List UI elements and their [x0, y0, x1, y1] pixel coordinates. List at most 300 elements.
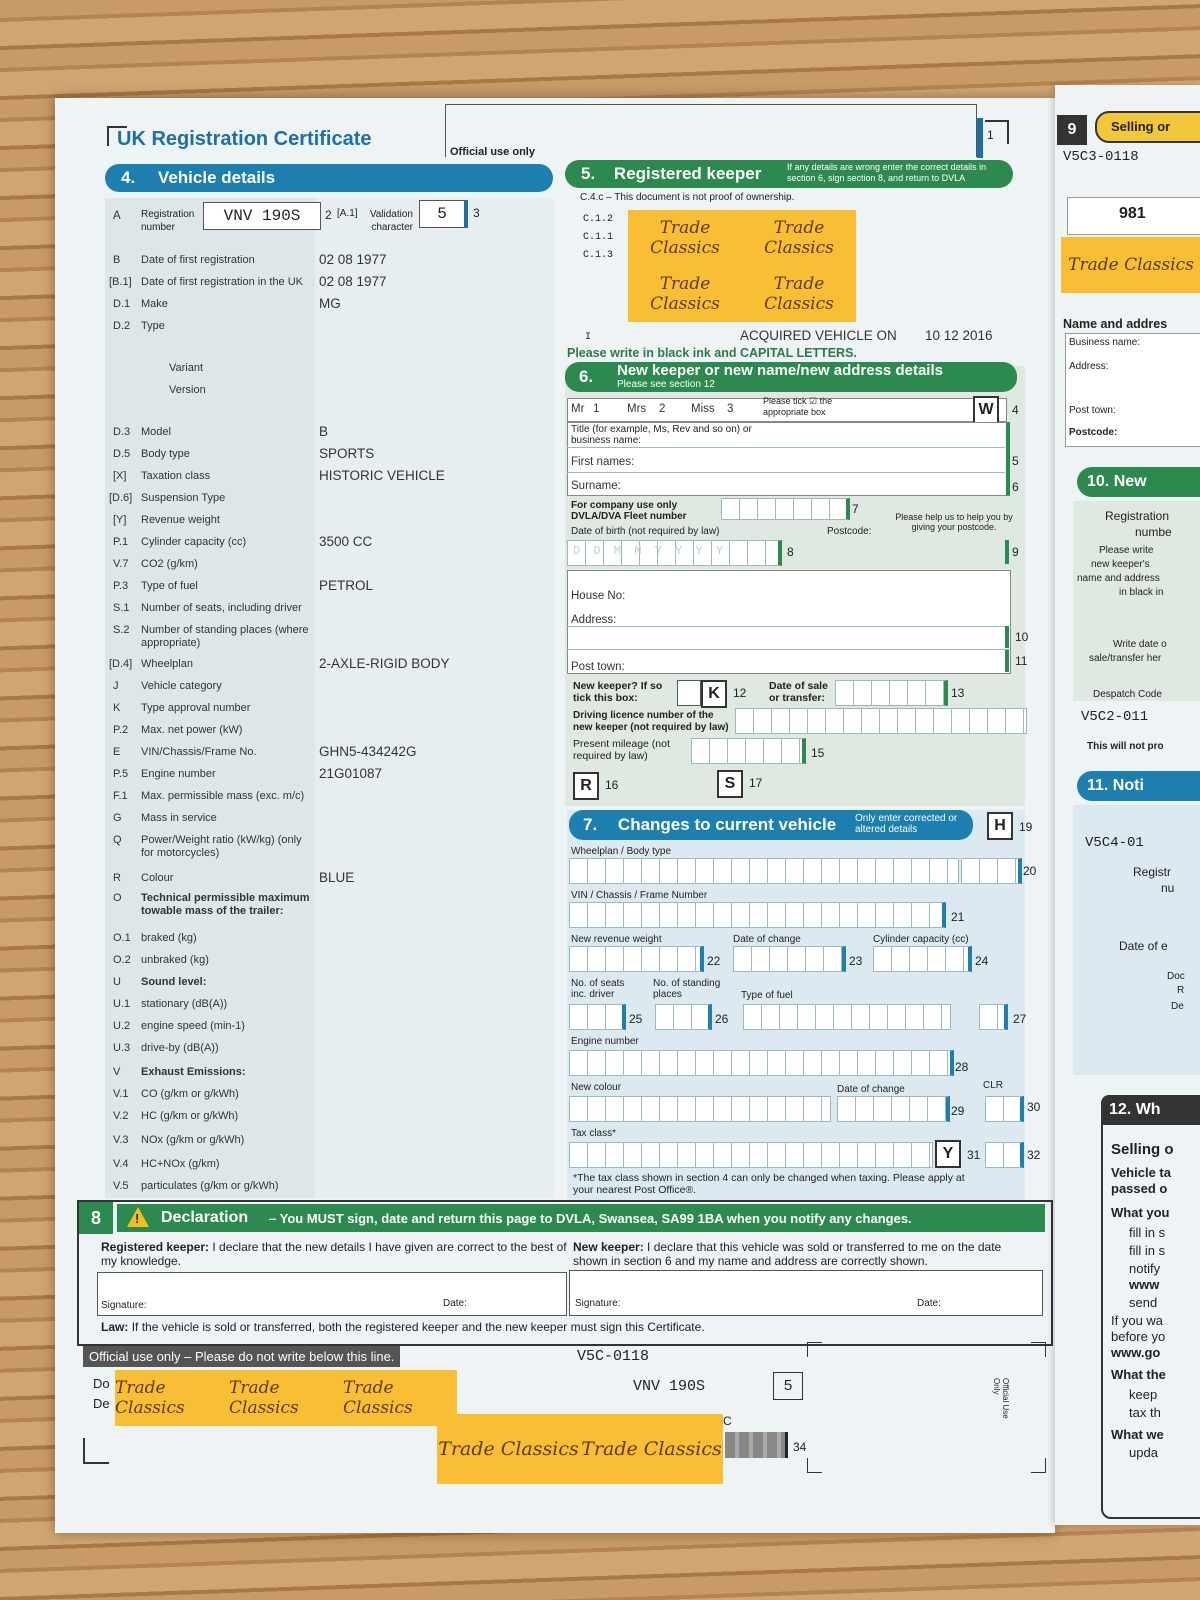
vehicle-detail-row: [55, 890, 555, 917]
date-label: Date:: [443, 1298, 467, 1309]
right-text: Write date o: [1113, 639, 1167, 650]
signature-label: Signature:: [575, 1298, 621, 1309]
vehicle-detail-row: [55, 512, 555, 532]
right-text: This will not pro: [1087, 741, 1164, 752]
right-text: fill in s: [1129, 1225, 1166, 1240]
field-number: 5: [1012, 454, 1019, 468]
detail-label: Max. net power (kW): [141, 724, 243, 736]
vehicle-detail-row: [55, 788, 555, 808]
detail-label: VIN/Chassis/Frame No.: [141, 746, 257, 758]
detail-label: Make: [141, 298, 168, 310]
right-reference-4: V5C4-01: [1085, 835, 1144, 851]
detail-code: [D.6]: [109, 492, 133, 504]
detail-value: SPORTS: [319, 446, 375, 461]
detail-code: R: [113, 872, 121, 884]
fuel-field[interactable]: [743, 1004, 951, 1030]
vehicle-detail-row: [55, 252, 555, 272]
detail-label: Date of first registration: [141, 254, 255, 266]
standing-label: No. of standing places: [653, 978, 721, 1000]
wheelplan-label: Wheelplan / Body type: [571, 846, 672, 857]
fuel-extra-field[interactable]: [979, 1004, 1008, 1030]
detail-code: Q: [113, 834, 122, 846]
detail-label: Body type: [141, 448, 190, 460]
company-label: For company use only DVLA/DVA Fleet number: [571, 500, 687, 522]
new-keeper-signature-box[interactable]: [569, 1270, 1043, 1316]
field-number: 1: [987, 128, 994, 142]
detail-value: 02 08 1977: [319, 252, 387, 267]
mileage-label: Present mileage (not required by law): [573, 738, 670, 762]
vehicle-detail-row: [55, 424, 555, 444]
field-number: 7: [852, 502, 859, 516]
field-number: 31: [967, 1148, 981, 1162]
revenue-weight-label: New revenue weight: [571, 934, 662, 945]
section-note: If any details are wrong enter the correct details in section 6, sign section 8, and return to DVLA: [787, 162, 987, 183]
registered-keeper-label: Registered keeper:: [101, 1240, 210, 1254]
field-number: 6: [1012, 480, 1019, 494]
detail-label: Number of standing places (where appropriate): [141, 624, 309, 649]
v5c-adjacent-page: [1055, 85, 1200, 1525]
vehicle-detail-row: [55, 766, 555, 786]
name-address-heading: Name and addres: [1063, 317, 1168, 331]
detail-label: Variant: [169, 362, 204, 374]
watermark-text: Trade Classics: [650, 274, 720, 314]
document-reference: V5C-0118: [577, 1348, 650, 1365]
vehicle-detail-row: [55, 360, 555, 380]
standing-field[interactable]: [655, 1004, 712, 1030]
vehicle-detail-row: [55, 930, 555, 950]
keeper-code-c12: C.1.2: [583, 214, 614, 225]
law-note: [101, 1320, 705, 1334]
field-number: 27: [1013, 1012, 1027, 1026]
field-number: 11: [1015, 654, 1028, 668]
v5c-main-page: [55, 98, 1055, 1533]
section-11-header: 11. Noti: [1077, 771, 1200, 801]
bottom-de-label: De: [93, 1396, 110, 1411]
detail-label: drive-by (dB(A)): [141, 1042, 219, 1054]
section-title: Registered keeper: [613, 164, 762, 183]
revenue-weight-field[interactable]: [569, 946, 704, 972]
keeper-code-c11: C.1.1: [583, 232, 614, 243]
detail-label: Suspension Type: [141, 492, 226, 504]
field-number: 2: [325, 208, 332, 222]
detail-code: [B.1]: [109, 276, 132, 288]
detail-label: Model: [141, 426, 171, 438]
field-number: 34: [793, 1440, 807, 1454]
vin-field[interactable]: [569, 902, 946, 928]
address-label: Address:: [571, 614, 617, 626]
detail-label: Technical permissible maximum towable mass of the trailer:: [141, 892, 310, 917]
bottom-do-label: Do: [93, 1376, 110, 1391]
section-subtitle: Please see section 12: [617, 379, 715, 390]
detail-code: U.2: [113, 1020, 131, 1032]
right-text: numbe: [1135, 525, 1172, 539]
detail-label: braked (kg): [141, 932, 197, 944]
tax-class-field[interactable]: [569, 1142, 933, 1168]
watermark-text: Trade Classics: [343, 1378, 413, 1418]
vehicle-detail-row: [55, 722, 555, 742]
business-label: Business name:: [1069, 337, 1141, 348]
w-tick-box[interactable]: W: [973, 396, 999, 424]
right-text: name and address: [1077, 573, 1160, 584]
detail-value: 21G01087: [319, 766, 383, 781]
section-number: 8: [79, 1202, 113, 1234]
detail-label: Mass in service: [141, 812, 217, 824]
right-text: notify: [1129, 1261, 1161, 1276]
vehicle-detail-row: [55, 490, 555, 510]
page-title: UK Registration Certificate: [117, 128, 372, 150]
right-text: What the: [1111, 1367, 1166, 1382]
detail-value: GHN5-434242G: [319, 744, 417, 759]
trade-classics-watermark: [1061, 237, 1200, 293]
corner-mark: [807, 1342, 822, 1357]
detail-code: O: [113, 892, 122, 904]
vehicle-detail-row: [55, 556, 555, 576]
marker-bar: [1005, 650, 1009, 672]
section-title: Changes to current vehicle: [617, 815, 837, 834]
new-keeper-declaration: [573, 1240, 1033, 1268]
field-number: 28: [955, 1060, 969, 1074]
detail-code: V: [113, 1066, 121, 1078]
detail-label: Max. permissible mass (exc. m/c): [141, 790, 305, 802]
field-number: 22: [707, 954, 721, 968]
detail-label: Wheelplan: [141, 658, 193, 670]
vehicle-detail-row: [55, 318, 555, 338]
vin-label: VIN / Chassis / Frame Number: [571, 890, 708, 901]
right-text: new keeper's: [1091, 559, 1150, 570]
address-label: Address:: [1069, 361, 1109, 372]
watermark-text: Trade Classics: [1068, 255, 1194, 275]
field-number: 12: [733, 686, 747, 700]
divider: [567, 626, 1009, 627]
detail-code: V.7: [113, 558, 129, 570]
detail-code: [Y]: [113, 514, 127, 526]
detail-label: CO (g/km or g/kWh): [141, 1088, 239, 1100]
detail-code: G: [113, 812, 122, 824]
right-text: If you wa: [1111, 1313, 1164, 1328]
field-number: 32: [1027, 1148, 1041, 1162]
detail-code: P.3: [113, 580, 129, 592]
right-text: Doc: [1167, 971, 1185, 982]
seats-label: No. of seats inc. driver: [571, 978, 625, 1000]
y-tick-box[interactable]: Y: [935, 1140, 961, 1168]
vehicle-detail-row: [55, 810, 555, 830]
vehicle-detail-row: [55, 578, 555, 598]
registered-keeper-signature-box[interactable]: [97, 1272, 567, 1316]
right-text: in black in: [1119, 587, 1164, 598]
section-note: Only enter corrected or altered details: [855, 813, 958, 835]
detail-code: U.1: [113, 998, 131, 1010]
detail-label: Cylinder capacity (cc): [141, 536, 247, 548]
detail-code: B: [113, 254, 121, 266]
seats-field[interactable]: [569, 1004, 626, 1030]
field-number: 13: [951, 686, 965, 700]
right-text: De: [1171, 1001, 1184, 1012]
vehicle-detail-row: [55, 1018, 555, 1038]
warning-icon-mark: !: [135, 1211, 140, 1226]
registration-number-value: VNV 190S: [203, 202, 321, 230]
right-text: fill in s: [1129, 1243, 1166, 1258]
new-keeper-label: New keeper? If so tick this box:: [573, 680, 663, 704]
official-use-strip: Official use only – Please do not write below this line.: [83, 1346, 400, 1367]
detail-code: P.5: [113, 768, 129, 780]
dob-placeholder: D D M M Y Y Y Y: [573, 544, 727, 558]
vehicle-detail-row: [55, 296, 555, 316]
corner-mark: [83, 1438, 109, 1464]
detail-value: 2-AXLE-RIGID BODY: [319, 656, 450, 671]
date-of-change-label: Date of change: [733, 934, 801, 945]
wheelplan-field[interactable]: [569, 858, 959, 884]
section-number: 5.: [581, 164, 596, 183]
trade-classics-watermark: [628, 210, 856, 322]
date-of-sale-label: Date of sale or transfer:: [769, 680, 828, 704]
new-keeper-empty-box[interactable]: [677, 680, 701, 706]
detail-code: U: [113, 976, 121, 988]
post-town-label: Post town:: [571, 661, 625, 673]
right-reference: V5C3-0118: [1063, 149, 1139, 165]
vehicle-detail-row: [55, 974, 555, 994]
address-fields[interactable]: [567, 570, 1011, 674]
validation-code: [A.1]: [337, 208, 358, 219]
detail-code: E: [113, 746, 121, 758]
detail-value: 3500 CC: [319, 534, 373, 549]
postcode-label: Postcode:: [827, 526, 872, 537]
detail-code: K: [113, 702, 121, 714]
detail-code: D.5: [113, 448, 131, 460]
watermark-text: Trade Classics: [581, 1438, 722, 1460]
vehicle-detail-row: [55, 870, 555, 890]
right-text: What you: [1111, 1205, 1170, 1220]
detail-label: CO2 (g/km): [141, 558, 198, 570]
detail-value: HISTORIC VEHICLE: [319, 468, 445, 483]
detail-code: P.2: [113, 724, 129, 736]
detail-label: Date of first registration in the UK: [141, 276, 304, 288]
detail-value: B: [319, 424, 329, 439]
watermark-text: Trade Classics: [229, 1378, 299, 1418]
field-number: 15: [811, 746, 825, 760]
new-keeper-label: New keeper:: [573, 1240, 644, 1254]
date-of-change-field[interactable]: [733, 946, 846, 972]
registered-keeper-text: I declare that the new details I have given are correct to the best of my knowledge.: [101, 1240, 567, 1268]
detail-value: PETROL: [319, 578, 374, 593]
detail-label: Taxation class: [141, 470, 211, 482]
right-text: passed o: [1111, 1181, 1168, 1196]
section-7-header: [569, 810, 973, 840]
detail-label: Power/Weight ratio (kW/kg) (only for motorcycles): [141, 834, 302, 859]
cylinder-field[interactable]: [873, 946, 972, 972]
right-text: upda: [1129, 1445, 1158, 1460]
vehicle-detail-row: [55, 996, 555, 1016]
vehicle-detail-row: [55, 622, 555, 649]
signature-label: Signature:: [101, 1300, 147, 1311]
vehicle-detail-row: [55, 700, 555, 720]
detail-label: particulates (g/km or g/kWh): [141, 1180, 279, 1192]
declaration-title: Declaration: [161, 1209, 249, 1226]
acquired-date: 10 12 2016: [925, 328, 993, 343]
date-of-change-2-field[interactable]: [837, 1096, 950, 1122]
watermark-text: Trade Classics: [438, 1438, 579, 1460]
registered-keeper-declaration: [101, 1240, 571, 1268]
detail-label: Version: [169, 384, 206, 396]
vehicle-detail-row: [55, 1156, 555, 1176]
detail-label: HC (g/km or g/kWh): [141, 1110, 239, 1122]
section-10-header: 10. New: [1077, 467, 1200, 497]
detail-label: Engine number: [141, 768, 216, 780]
wheelplan-extra-field[interactable]: [961, 858, 1022, 884]
official-use-label: Official use only: [450, 146, 535, 158]
detail-label: Revenue weight: [141, 514, 220, 526]
mrs-label[interactable]: Mrs: [627, 403, 647, 415]
field-number: 29: [951, 1104, 965, 1118]
tax-class-note: *The tax class shown in section 4 can only be changed when taxing. Please apply at your nearest Post Office®.: [573, 1172, 965, 1196]
vehicle-detail-row: [55, 382, 555, 402]
bottom-c-label: C: [723, 1414, 732, 1428]
right-reference-2: V5C2-011: [1081, 709, 1149, 725]
vehicle-detail-row: [55, 274, 555, 294]
detail-label: engine speed (min-1): [141, 1020, 245, 1032]
field-number: 23: [849, 954, 863, 968]
watermark-text: Trade Classics: [115, 1378, 185, 1418]
field-number: 17: [749, 776, 763, 790]
k-tick-box[interactable]: K: [701, 680, 727, 708]
watermark-text: Trade Classics: [764, 218, 834, 258]
mr-label[interactable]: Mr: [571, 403, 585, 415]
clr-label: CLR: [983, 1080, 1004, 1091]
tax-extra-field[interactable]: [985, 1142, 1024, 1168]
fleet-number-field[interactable]: [721, 498, 850, 520]
vehicle-detail-row: [55, 1064, 555, 1084]
official-use-vertical: Official Use Only: [992, 1378, 1010, 1419]
detail-label: stationary (dB(A)): [141, 998, 228, 1010]
right-text: R: [1177, 985, 1185, 996]
dob-label: Date of birth (not required by law): [571, 526, 720, 537]
detail-code: U.3: [113, 1042, 131, 1054]
detail-code: [D.4]: [109, 658, 133, 670]
vehicle-detail-row: [55, 1132, 555, 1152]
detail-code: S.2: [113, 624, 130, 636]
mr-number: 1: [593, 403, 600, 415]
right-text: before yo: [1111, 1329, 1166, 1344]
engine-number-field[interactable]: [569, 1050, 954, 1076]
law-label: Law:: [101, 1320, 129, 1334]
section-number: 7.: [583, 815, 598, 834]
vehicle-detail-row: [55, 678, 555, 698]
right-text: Despatch Code: [1093, 689, 1162, 700]
declaration-header: [117, 1204, 1045, 1232]
detail-label: Vehicle category: [141, 680, 222, 692]
detail-code: S.1: [113, 602, 130, 614]
detail-label: Colour: [141, 872, 174, 884]
licence-label: Driving licence number of the new keeper (not required by law): [573, 710, 729, 733]
field-number: 4: [1012, 403, 1019, 417]
right-text: www.go: [1111, 1345, 1161, 1360]
field-number: 24: [975, 954, 989, 968]
tick-note: Please tick ☑ the appropriate box: [763, 396, 833, 417]
right-text: Registr: [1133, 865, 1172, 879]
right-text: keep: [1129, 1387, 1158, 1402]
house-label: House No:: [571, 590, 626, 602]
ink-instruction: Please write in black ink and CAPITAL LETTERS.: [567, 346, 857, 360]
bottom-registration: VNV 190S: [633, 1378, 706, 1395]
detail-code: V.2: [113, 1110, 129, 1122]
detail-code: V.4: [113, 1158, 129, 1170]
date-of-change-2-label: Date of change: [837, 1084, 905, 1095]
right-text: Date of e: [1119, 939, 1168, 953]
clr-field[interactable]: [985, 1096, 1024, 1122]
vehicle-detail-row: [55, 832, 555, 859]
law-text: If the vehicle is sold or transferred, both the registered keeper and the new keeper must sign this Certificate.: [131, 1320, 705, 1334]
detail-label: Type: [141, 320, 165, 332]
reg-code: A: [113, 210, 121, 222]
post-town-label: Post town:: [1069, 405, 1116, 416]
postcode-help: Please help us to help you by giving your postcode.: [895, 512, 1013, 532]
detail-value: BLUE: [319, 870, 355, 885]
watermark-text: Trade Classics: [764, 274, 834, 314]
right-text: Registration: [1105, 509, 1170, 523]
bottom-check-char: 5: [773, 1372, 803, 1400]
section-6-header: [565, 362, 1017, 392]
section-title: New keeper or new name/new address details: [617, 362, 943, 379]
miss-label[interactable]: Miss: [691, 403, 715, 415]
s-tick-box[interactable]: S: [717, 770, 743, 798]
engine-number-label: Engine number: [571, 1036, 639, 1047]
detail-code: O.1: [113, 932, 131, 944]
new-colour-field[interactable]: [569, 1096, 831, 1122]
mileage-field[interactable]: [691, 738, 806, 764]
detail-value: MG: [319, 296, 341, 311]
detail-code: [X]: [113, 470, 127, 482]
field-number: 30: [1027, 1100, 1041, 1114]
detail-label: Sound level:: [141, 976, 207, 988]
detail-code: V.5: [113, 1180, 129, 1192]
detail-code: V.3: [113, 1134, 129, 1146]
marker-bar: [977, 118, 983, 158]
h-tick-box[interactable]: H: [987, 812, 1013, 840]
r-tick-box[interactable]: R: [573, 772, 599, 800]
field-number: 25: [629, 1012, 643, 1026]
detail-label: HC+NOx (g/km): [141, 1158, 220, 1170]
detail-code: D.3: [113, 426, 131, 438]
new-keeper-text: I declare that this vehicle was sold or transferred to me on the date shown in section 6 and my name and address are correctly shown.: [573, 1240, 1002, 1268]
detail-code: O.2: [113, 954, 131, 966]
right-text: www: [1129, 1277, 1160, 1292]
fuel-label: Type of fuel: [741, 990, 793, 1001]
validation-label: Validation character: [369, 209, 413, 233]
licence-field[interactable]: [735, 708, 1027, 734]
detail-label: Exhaust Emissions:: [141, 1066, 246, 1078]
tax-class-label: Tax class*: [571, 1128, 617, 1139]
corner-mark: [807, 1458, 822, 1473]
section-5-header: [565, 160, 1013, 188]
right-text: nu: [1161, 881, 1175, 895]
divider: [567, 447, 1005, 448]
right-text: Selling o: [1111, 1141, 1174, 1158]
vehicle-detail-row: [55, 1108, 555, 1128]
detail-label: Number of seats, including driver: [141, 602, 302, 614]
vehicle-detail-row: [55, 952, 555, 972]
right-text: sale/transfer her: [1089, 653, 1162, 664]
vehicle-detail-row: [55, 534, 555, 554]
section-number: 4.: [121, 168, 136, 187]
section-number: 6.: [579, 367, 594, 386]
field-number: 21: [951, 910, 965, 924]
section-number: 9: [1057, 115, 1087, 145]
vehicle-detail-row: [55, 656, 555, 676]
title-label: Title (for example, Ms, Rev and so on) or business name:: [571, 424, 752, 446]
acquired-label: ACQUIRED VEHICLE ON: [740, 328, 897, 343]
detail-code: J: [113, 680, 119, 692]
date-of-sale-field[interactable]: [835, 680, 948, 706]
detail-code: D.2: [113, 320, 131, 332]
